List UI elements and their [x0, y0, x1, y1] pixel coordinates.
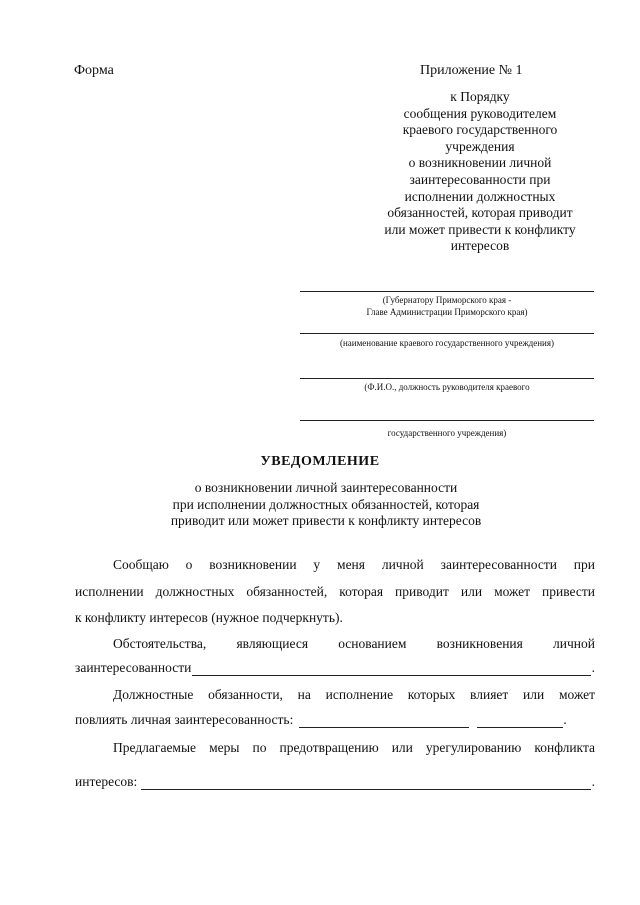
- measures-field[interactable]: [141, 777, 590, 790]
- governor-caption: (Губернатору Приморского края - Главе Администрации Приморского края): [366, 295, 528, 317]
- institution-field[interactable]: [300, 333, 594, 334]
- p1-line3: к конфликту интересов (нужное подчеркнуть).: [75, 610, 343, 625]
- appendix-line: исполнении должностных: [404, 188, 556, 204]
- duties-label: повлиять личная заинтересованность:: [75, 712, 294, 727]
- subtitle-line: о возникновении личной заинтересованности: [194, 480, 458, 495]
- appendix-line: о возникновении личной: [408, 155, 552, 171]
- subtitle-line: приводит или может привести к конфликту интересов: [170, 513, 482, 528]
- duties-period: .: [563, 712, 567, 727]
- governor-rule: [300, 291, 594, 292]
- duties-field-extra[interactable]: [477, 715, 563, 728]
- head-name-field[interactable]: [300, 378, 594, 379]
- measures-label: интересов:: [75, 774, 138, 789]
- circumstances-label: заинтересованности: [75, 660, 192, 675]
- appendix-number: Приложение № 1: [420, 63, 523, 78]
- appendix-line: краевого государственного: [402, 122, 558, 138]
- subtitle-line: при исполнении должностных обязанностей, которая: [172, 496, 480, 512]
- institution-caption: (наименование краевого государственного учреждения): [339, 338, 555, 348]
- appendix-description: [360, 89, 600, 255]
- p1-line2: исполнении должностных обязанностей, которая приводит или может привести: [75, 584, 595, 599]
- circumstances-period: .: [591, 660, 595, 675]
- circumstances-field[interactable]: [192, 663, 590, 676]
- head-caption-line1: (Ф.И.О., должность руководителя краевого: [364, 382, 530, 392]
- measures-row: [75, 774, 595, 790]
- p4-line1: Предлагаемые меры по предотвращению или урегулированию конфликта: [113, 740, 595, 755]
- form-label: Форма: [74, 63, 114, 78]
- head-position-field[interactable]: [300, 420, 594, 421]
- p1-line1: Сообщаю о возникновении у меня личной заинтересованности при: [113, 557, 595, 572]
- p3-line1: Должностные обязанности, на исполнение которых влияет или может: [113, 687, 595, 702]
- duties-field[interactable]: [299, 715, 469, 728]
- appendix-line: заинтересованности при: [409, 171, 551, 187]
- appendix-line: сообщения руководителем: [403, 105, 557, 121]
- appendix-line: к Порядку: [450, 89, 510, 104]
- appendix-line: обязанностей, которая приводит: [387, 205, 573, 221]
- p2-line1: Обстоятельства, являющиеся основанием возникновения личной: [113, 636, 595, 651]
- appendix-line: учреждения: [445, 138, 515, 154]
- appendix-line: интересов: [450, 238, 510, 254]
- measures-period: .: [591, 774, 595, 789]
- duties-row: [75, 712, 595, 728]
- circumstances-row: [75, 660, 595, 676]
- document-subtitle: [140, 480, 512, 530]
- document-title: УВЕДОМЛЕНИЕ: [260, 454, 380, 469]
- head-caption-line2: государственного учреждения): [387, 428, 507, 438]
- appendix-line: или может привести к конфликту: [384, 221, 576, 237]
